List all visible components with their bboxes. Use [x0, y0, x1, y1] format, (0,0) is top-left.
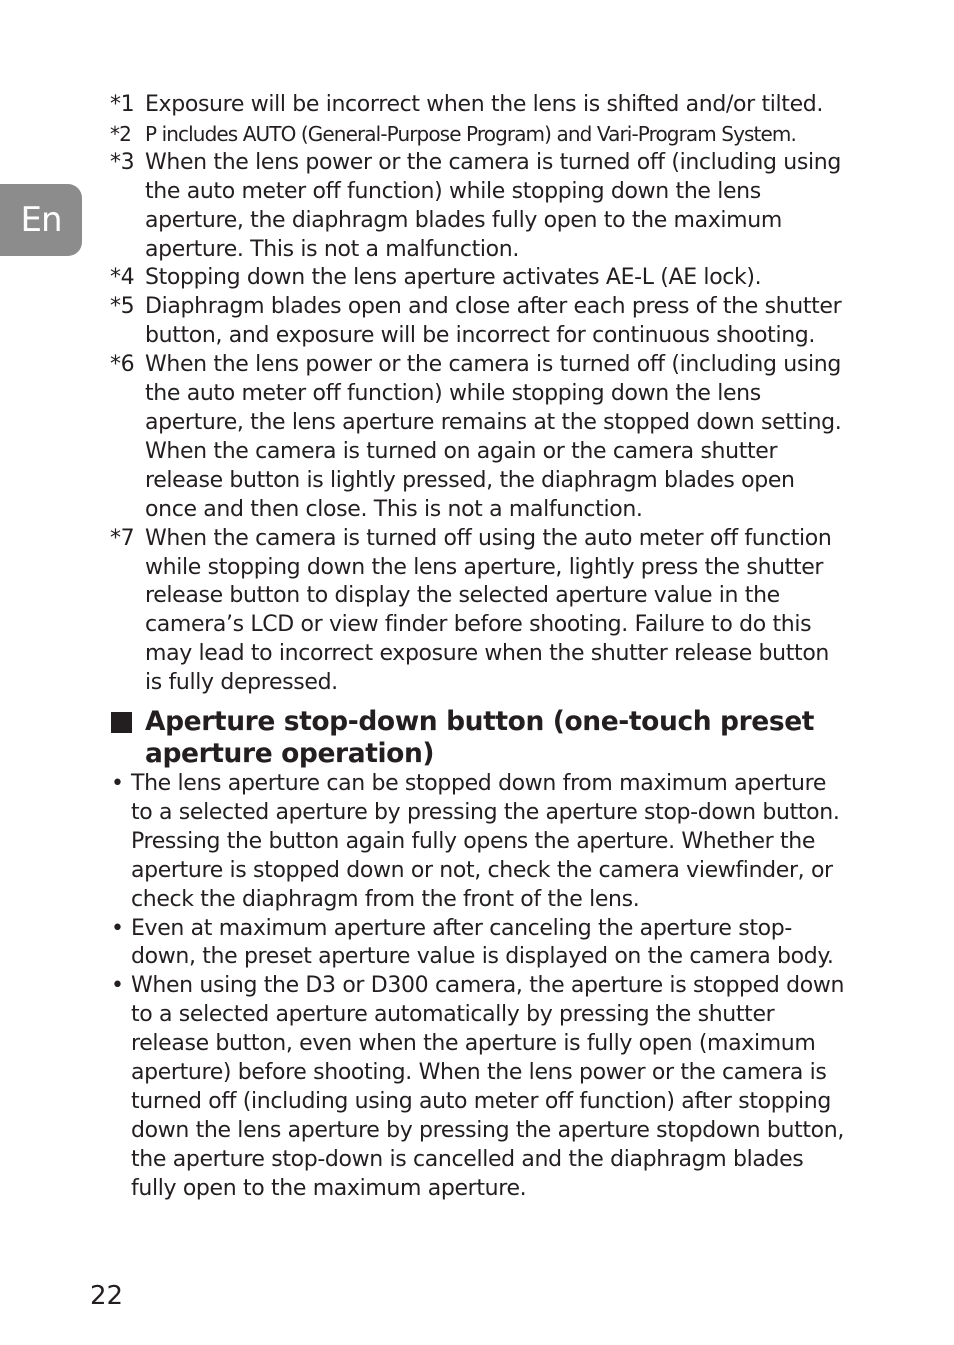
- footnote-item: [110, 351, 850, 524]
- section-heading-text: Aperture stop-down button (one-touch preset aperture operation): [145, 706, 815, 770]
- footnote-list: [110, 91, 850, 698]
- square-bullet-icon: [111, 712, 132, 733]
- footnote-item: [110, 264, 850, 293]
- footnote-text: Stopping down the lens aperture activates AE-L (AE lock).: [145, 265, 762, 291]
- bullet-marker: •: [111, 915, 124, 941]
- footnote-marker: *6: [110, 352, 135, 378]
- bullet-item: [110, 770, 850, 915]
- bullet-text: Even at maximum aperture after canceling the aperture stop-down, the preset aperture value is displayed on the camera body.: [131, 915, 834, 970]
- footnote-item: [110, 149, 850, 265]
- footnote-text: When the camera is turned off using the auto meter off function while stopping down the lens aperture, lightly press the shutter release button to display the selected aperture value in the camera’s LCD or view finder before shooting. Failure to do this may lead to incorrect exposure when the shutter release button is fully depressed.: [145, 525, 832, 696]
- language-tab: En: [0, 184, 82, 256]
- footnote-marker: *4: [110, 265, 135, 291]
- footnote-marker: *3: [110, 149, 135, 175]
- page-content: [110, 91, 850, 1204]
- footnote-text: Exposure will be incorrect when the lens is shifted and/or tilted.: [145, 92, 824, 117]
- bullet-marker: •: [111, 973, 124, 999]
- footnote-text: P includes AUTO (General-Purpose Program) and Vari-Program System.: [145, 121, 796, 146]
- footnote-marker: *5: [110, 294, 135, 320]
- bullet-text: When using the D3 or D300 camera, the aperture is stopped down to a selected aperture automatically by pressing the shutter release button, even when the aperture is fully open (maximum aperture) before shooting. When the lens power or the camera is turned off (including using auto meter off function) after stopping down the lens aperture by pressing the aperture stopdown button, the aperture stop-down is cancelled and the diaphragm blades fully open to the maximum aperture.: [131, 973, 845, 1201]
- bullet-item: [110, 972, 850, 1203]
- footnote-marker: *2: [110, 121, 131, 146]
- footnote-item: [110, 293, 850, 351]
- footnote-text: Diaphragm blades open and close after each press of the shutter button, and exposure will be incorrect for continuous shooting.: [145, 294, 842, 349]
- footnote-marker: *7: [110, 525, 135, 551]
- footnote-marker: *1: [110, 92, 135, 117]
- bullet-text: The lens aperture can be stopped down from maximum aperture to a selected aperture by pressing the aperture stop-down button. Pressing the button again fully opens the aperture. Whether the aperture is stopped down or not, check the camera viewfinder, or check the diaphragm from the front of the lens.: [131, 771, 840, 912]
- bullet-item: [110, 915, 850, 973]
- footnote-text: When the lens power or the camera is turned off (including using the auto meter off function) while stopping down the lens aperture, the diaphragm blades fully open to the maximum aperture. This is not a malfunction.: [145, 149, 841, 262]
- footnote-item: [110, 120, 850, 149]
- page-number: 22: [90, 1281, 124, 1311]
- section-heading: [110, 706, 850, 770]
- footnote-item: [110, 91, 850, 120]
- bullet-marker: •: [111, 771, 124, 797]
- footnote-text: When the lens power or the camera is turned off (including using the auto meter off function) while stopping down the lens aperture, the lens aperture remains at the stopped down setting. When the camera is turned on again or the camera shutter release button is lightly pressed, the diaphragm blades open once and then close. This is not a malfunction.: [145, 352, 842, 522]
- bullet-list: [110, 770, 850, 1204]
- footnote-item: [110, 525, 850, 698]
